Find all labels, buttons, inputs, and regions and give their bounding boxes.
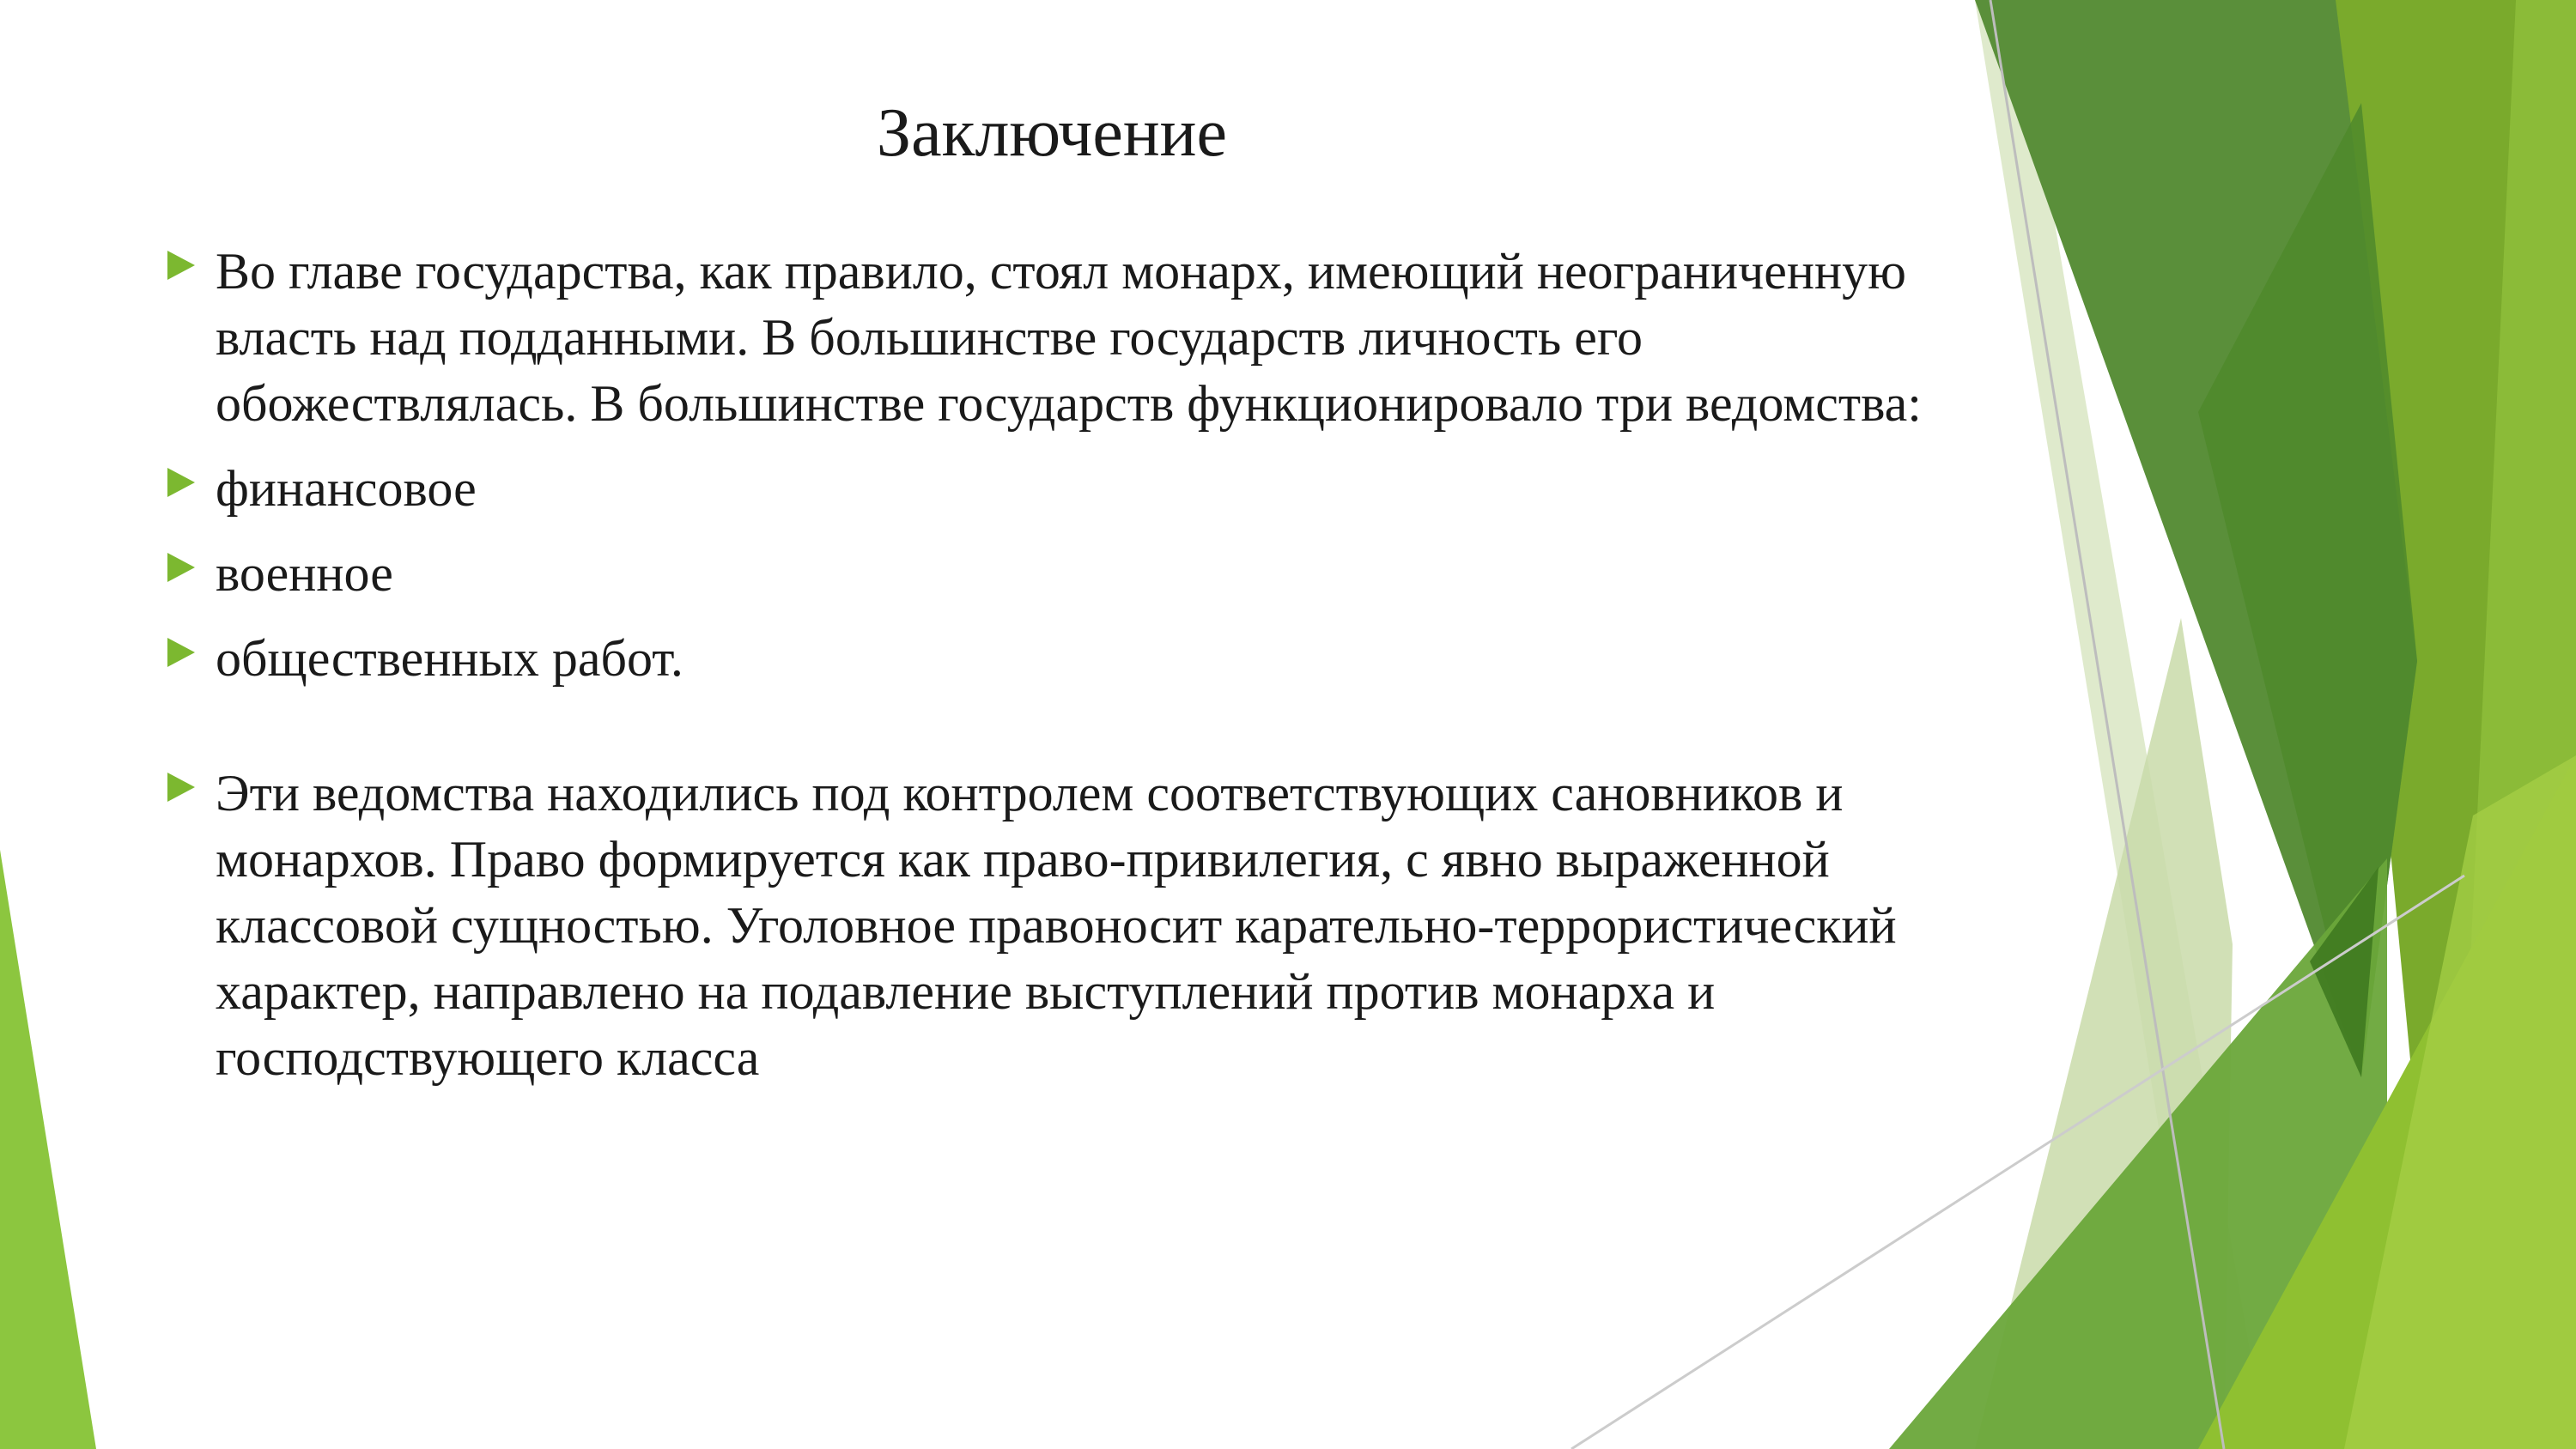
triangle-bullet-icon [167, 638, 195, 667]
triangle-bullet-icon [167, 553, 195, 582]
bullet-text: финансовое [216, 460, 477, 517]
bullet-text: общественных работ. [216, 630, 683, 687]
triangle-bullet-icon [167, 251, 195, 280]
slide-title: Заключение [877, 95, 1227, 171]
triangle-bullet-icon [167, 773, 195, 802]
bullet-list [167, 239, 1945, 1110]
bullet-item [167, 541, 1945, 607]
bullet-text: Эти ведомства находились под контролем соответствующих сановников и монархов. Право формируется как право-привилегия, с явно выраженной классовой сущностью. Уголовное правоносит карательно-террористический характер, направлено на подавление выступлений против монарха и господствующего класса [216, 765, 1897, 1086]
bullet-text: военное [216, 545, 393, 602]
bullet-item [167, 456, 1945, 522]
triangle-bullet-icon [167, 468, 195, 497]
bullet-item [167, 626, 1945, 692]
bullet-item [167, 239, 1945, 437]
bullet-item [167, 761, 1945, 1091]
left-edge-shape [0, 850, 96, 1449]
bullet-text: Во главе государства, как правило, стоял монарх, имеющий неограниченную власть над подданными. В большинстве государств личность его обожествлялась. В большинстве государств функционировало три ведомства: [216, 243, 1922, 432]
